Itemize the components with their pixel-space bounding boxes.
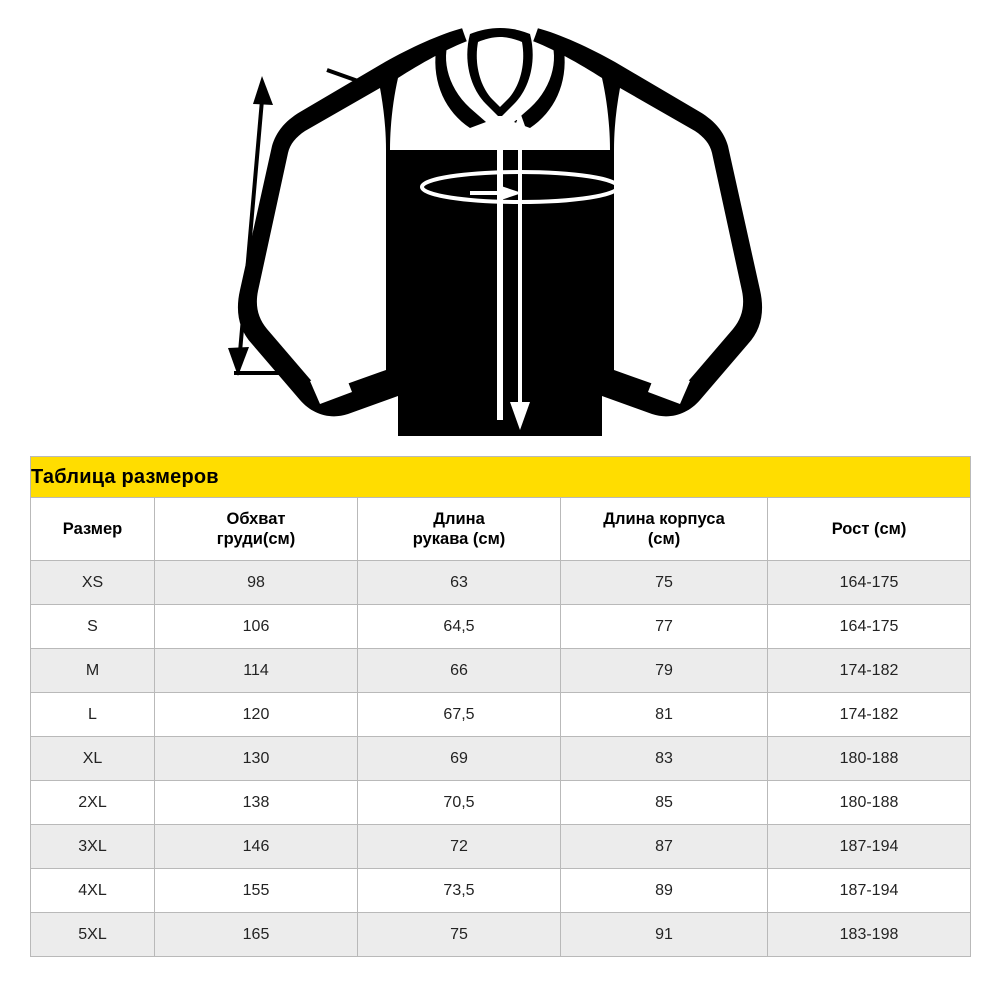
column-header-body-line2: (см): [647, 530, 681, 548]
cell-size: S: [31, 605, 155, 649]
table-row: [31, 737, 971, 781]
cell-sleeve: 73,5: [358, 869, 561, 913]
table-header-row: [31, 498, 971, 561]
cell-sleeve: 66: [358, 649, 561, 693]
cell-height: 164-175: [768, 605, 971, 649]
cell-body: 77: [561, 605, 768, 649]
cell-height: 183-198: [768, 913, 971, 957]
cell-chest: 130: [155, 737, 358, 781]
sleeve-length-arrowhead-top: [253, 76, 273, 105]
jacket-illustration: [238, 22, 762, 436]
cell-sleeve: 69: [358, 737, 561, 781]
cell-height: 187-194: [768, 825, 971, 869]
cell-body: 75: [561, 561, 768, 605]
cell-size: 5XL: [31, 913, 155, 957]
cell-size: XL: [31, 737, 155, 781]
table-title-row: [31, 457, 971, 498]
cell-body: 83: [561, 737, 768, 781]
cell-body: 85: [561, 781, 768, 825]
table-row: [31, 781, 971, 825]
cell-height: 180-188: [768, 737, 971, 781]
cell-body: 81: [561, 693, 768, 737]
cell-size: 4XL: [31, 869, 155, 913]
size-table: [30, 456, 971, 957]
cell-sleeve: 75: [358, 913, 561, 957]
table-row: [31, 693, 971, 737]
cell-chest: 138: [155, 781, 358, 825]
column-header-chest-line1: Обхват: [226, 510, 286, 528]
cell-size: XS: [31, 561, 155, 605]
cell-chest: 114: [155, 649, 358, 693]
cell-sleeve: 72: [358, 825, 561, 869]
cell-chest: 120: [155, 693, 358, 737]
cell-height: 164-175: [768, 561, 971, 605]
cell-sleeve: 63: [358, 561, 561, 605]
size-table-container: [30, 456, 970, 957]
column-header-height: [768, 498, 971, 561]
cell-chest: 165: [155, 913, 358, 957]
column-header-sleeve-line2: рукава (см): [412, 530, 506, 548]
column-header-body-line1: Длина корпуса: [603, 510, 725, 528]
column-header-height-line1: Рост (см): [831, 520, 907, 538]
cell-size: 3XL: [31, 825, 155, 869]
cell-chest: 98: [155, 561, 358, 605]
cell-height: 174-182: [768, 693, 971, 737]
table-row: [31, 649, 971, 693]
table-row: [31, 561, 971, 605]
cell-sleeve: 67,5: [358, 693, 561, 737]
table-row: [31, 869, 971, 913]
cell-body: 79: [561, 649, 768, 693]
cell-chest: 146: [155, 825, 358, 869]
cell-body: 87: [561, 825, 768, 869]
table-title: Таблица размеров: [31, 457, 971, 498]
cell-sleeve: 64,5: [358, 605, 561, 649]
table-row: [31, 605, 971, 649]
column-header-sleeve-line1: Длина: [433, 510, 485, 528]
table-row: [31, 825, 971, 869]
cell-height: 187-194: [768, 869, 971, 913]
cell-size: 2XL: [31, 781, 155, 825]
cell-height: 174-182: [768, 649, 971, 693]
cell-chest: 155: [155, 869, 358, 913]
jacket-measurement-diagram: [0, 0, 1000, 455]
table-row: [31, 913, 971, 957]
cell-size: L: [31, 693, 155, 737]
column-header-size: [31, 498, 155, 561]
column-header-chest-line2: груди(см): [216, 530, 296, 548]
cell-body: 89: [561, 869, 768, 913]
cell-body: 91: [561, 913, 768, 957]
cell-chest: 106: [155, 605, 358, 649]
cell-height: 180-188: [768, 781, 971, 825]
column-header-chest: [155, 498, 358, 561]
cell-size: M: [31, 649, 155, 693]
cell-sleeve: 70,5: [358, 781, 561, 825]
column-header-sleeve: [358, 498, 561, 561]
column-header-body: [561, 498, 768, 561]
column-header-size-line1: Размер: [62, 520, 123, 538]
